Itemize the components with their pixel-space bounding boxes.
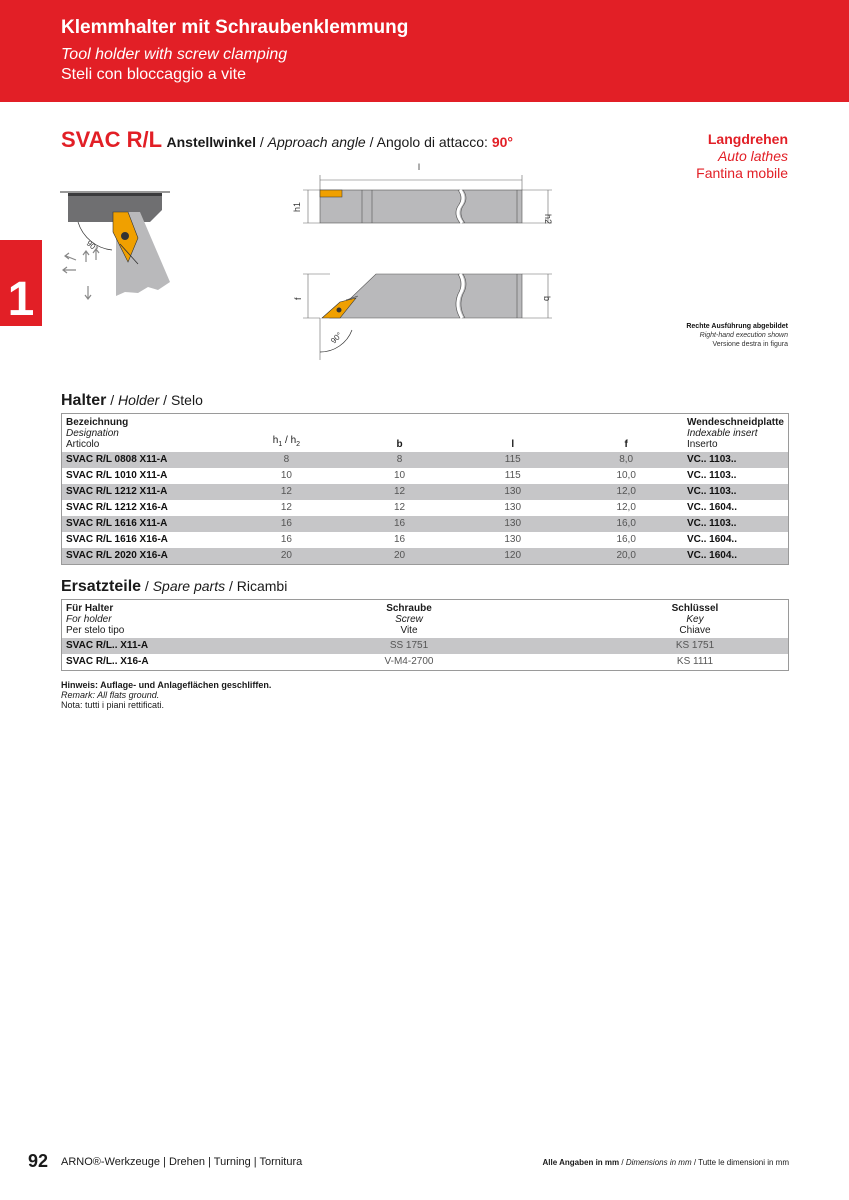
header-title-de: Klemmhalter mit Schraubenklemmung xyxy=(61,17,409,38)
dim-h2-label: h2 xyxy=(543,214,553,225)
note-it: Versione destra in figura xyxy=(712,341,788,348)
dim-h1-label: h1 xyxy=(292,201,302,212)
table-row: SVAC R/L.. X11-A SS 1751 KS 1751 xyxy=(62,638,789,654)
table-row: SVAC R/L 1010 X11-A 10 10 115 10,0 VC.. 1103.. xyxy=(66,470,737,481)
remark xyxy=(61,680,271,710)
table-row: SVAC R/L 0808 X11-A 8 8 115 8,0 VC.. 1103.. xyxy=(62,452,789,468)
remark-it: Nota: tutti i piani rettificati. xyxy=(61,700,165,710)
angle-label-en: Approach angle xyxy=(267,134,366,150)
chapter-tab: 1 xyxy=(0,240,42,326)
holder-heading: Halter / Holder / Stelo xyxy=(61,392,203,409)
note-en: Right-hand execution shown xyxy=(699,332,788,339)
dim-f-label: f xyxy=(293,297,303,300)
page-footer xyxy=(28,1151,789,1173)
top-angle-label: 90° xyxy=(329,330,344,346)
angle-value: 90° xyxy=(491,134,513,150)
schematic-angle-label: 90° xyxy=(84,238,100,254)
holder-table xyxy=(61,413,789,565)
note-de: Rechte Ausführung abgebildet xyxy=(686,323,788,330)
table-row: SVAC R/L 1212 X16-A 12 12 130 12,0 VC.. 1604.. xyxy=(66,502,737,513)
table-row: SVAC R/L 1616 X16-A 16 16 130 16,0 VC.. 1604.. xyxy=(66,534,737,545)
table-row: SVAC R/L 1212 X11-A 12 12 130 12,0 VC.. 1103.. xyxy=(62,484,789,500)
side-view xyxy=(292,162,553,224)
col-h: $h_1 / h_2$ xyxy=(272,435,301,448)
remark-de: Hinweis: Auflage- und Anlageflächen geschliffen. xyxy=(61,680,272,690)
parts-heading: Ersatzteile / Spare parts / Ricambi xyxy=(61,578,288,595)
machine-en: Auto lathes xyxy=(717,148,788,164)
schematic-view xyxy=(60,192,170,299)
footer-dimensions: Alle Angaben in mm / Dimensions in mm / Tutte le dimensioni in mm xyxy=(542,1158,789,1167)
header-title-en: Tool holder with screw clamping xyxy=(61,46,288,63)
angle-label-de: Anstellwinkel xyxy=(166,134,256,150)
table-row: SVAC R/L.. X16-A V-M4-2700 KS 1111 xyxy=(66,656,714,667)
table-row: SVAC R/L 1616 X11-A 16 16 130 16,0 VC.. 1103.. xyxy=(62,516,789,532)
remark-en: Remark: All flats ground. xyxy=(61,690,160,700)
dim-l-label: l xyxy=(418,162,420,172)
machine-de: Langdrehen xyxy=(707,131,788,147)
header-title-it: Steli con bloccaggio a vite xyxy=(61,66,246,83)
holder-table-header: Bezeichnung Designation Articolo $h_1 / h_2$ b l f Wendeschneidplatte Indexable insert Inserto xyxy=(62,414,789,453)
footer-brand: ARNO®-Werkzeuge | Drehen | Turning | Tornitura xyxy=(61,1156,303,1168)
angle-label-it: Angolo di attacco: xyxy=(376,134,488,150)
product-code: SVAC R/L xyxy=(61,127,163,152)
machine-it: Fantina mobile xyxy=(696,165,788,181)
parts-table-header: Für Halter For holder Per stelo tipo Schraube Screw Vite Schlüssel Key Chiave xyxy=(66,603,719,636)
table-row: SVAC R/L 2020 X16-A 20 20 120 20,0 VC.. 1604.. xyxy=(62,548,789,565)
top-view xyxy=(293,274,552,360)
product-title: SVAC R/L Anstellwinkel / Approach angle / Angolo di attacco: 90° xyxy=(61,127,513,152)
drawing-note xyxy=(686,322,788,349)
page-number: 92 xyxy=(28,1151,49,1171)
parts-table xyxy=(61,599,789,671)
dim-b-label: b xyxy=(542,296,552,302)
